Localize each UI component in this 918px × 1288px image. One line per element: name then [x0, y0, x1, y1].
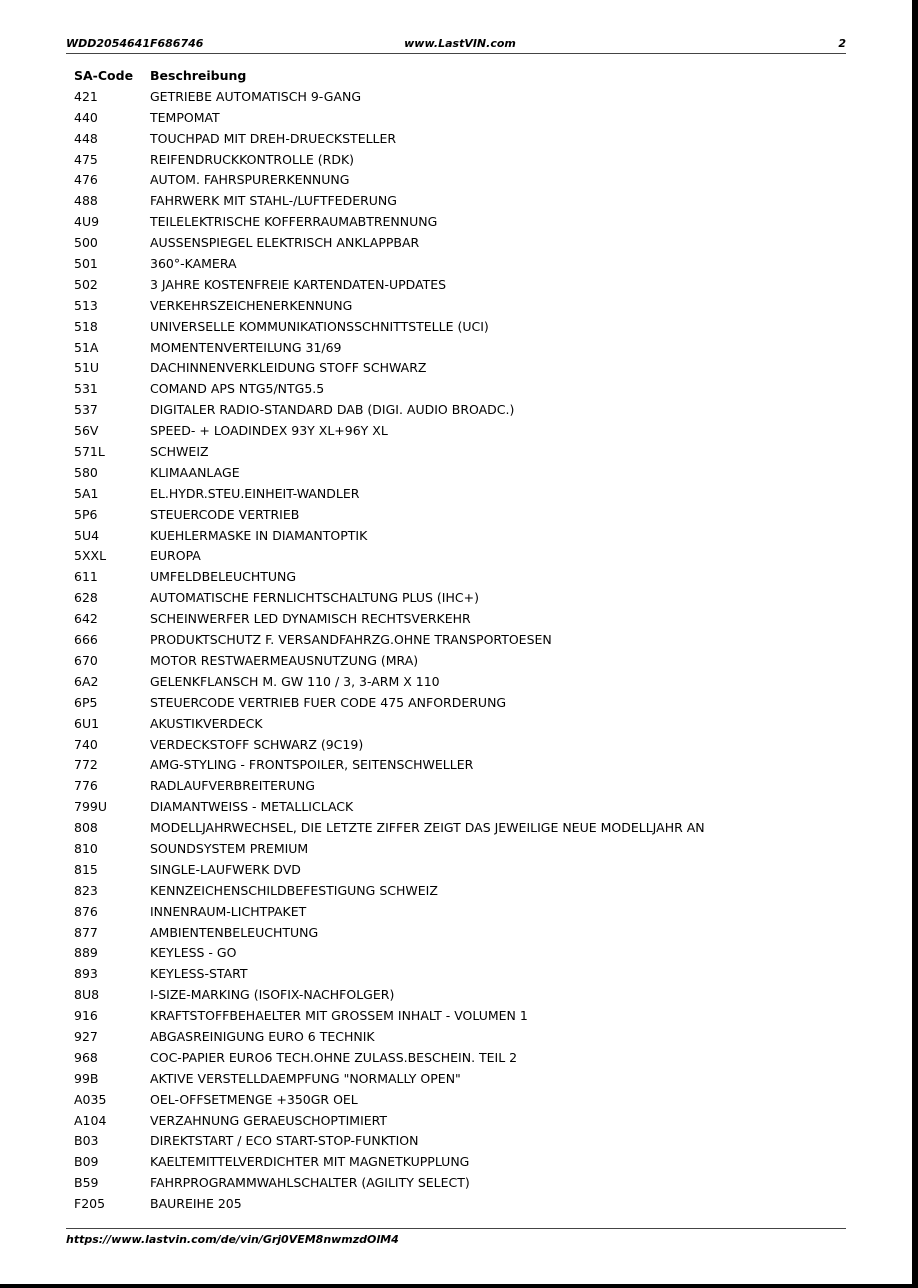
sa-code-cell: 6P5 — [74, 694, 98, 710]
sa-code-cell: 501 — [74, 256, 98, 272]
sa-code-cell: 628 — [74, 590, 98, 606]
description-cell: SOUNDSYSTEM PREMIUM — [150, 840, 309, 856]
description-cell: FAHRWERK MIT STAHL-/LUFTFEDERUNG — [150, 193, 397, 209]
description-cell: DIAMANTWEISS - METALLICLACK — [150, 799, 354, 815]
description-cell: AUTOM. FAHRSPURERKENNUNG — [150, 172, 350, 188]
sa-code-cell: 488 — [74, 193, 98, 209]
description-cell: UNIVERSELLE KOMMUNIKATIONSSCHNITTSTELLE (UCI) — [150, 318, 489, 334]
sa-code-cell: 889 — [74, 945, 98, 961]
description-cell: AMG-STYLING - FRONTSPOILER, SEITENSCHWELLER — [150, 757, 474, 773]
description-cell: TEMPOMAT — [150, 109, 220, 125]
description-cell: INNENRAUM-LICHTPAKET — [150, 903, 307, 919]
sa-code-cell: 51A — [74, 339, 99, 355]
sa-code-cell: 4U9 — [74, 214, 100, 230]
description-cell: ABGASREINIGUNG EURO 6 TECHNIK — [150, 1028, 375, 1044]
sa-code-cell: 8U8 — [74, 987, 100, 1003]
sa-code-cell: 877 — [74, 924, 98, 940]
description-cell: VERKEHRSZEICHENERKENNUNG — [150, 297, 353, 313]
description-cell: EUROPA — [150, 548, 201, 564]
description-cell: AKUSTIKVERDECK — [150, 715, 263, 731]
sa-code-cell: 6A2 — [74, 673, 99, 689]
sa-code-cell: 448 — [74, 130, 98, 146]
sa-code-cell: 440 — [74, 109, 98, 125]
description-cell: MOTOR RESTWAERMEAUSNUTZUNG (MRA) — [150, 652, 419, 668]
sa-code-cell: F205 — [74, 1196, 106, 1212]
sa-code-cell: 5P6 — [74, 506, 98, 522]
description-cell: 360°-KAMERA — [150, 256, 237, 272]
site-name: www.LastVIN.com — [404, 37, 516, 50]
description-cell: GETRIEBE AUTOMATISCH 9-GANG — [150, 88, 362, 104]
description-cell: KENNZEICHENSCHILDBEFESTIGUNG SCHWEIZ — [150, 882, 438, 898]
sa-code-cell: 475 — [74, 151, 98, 167]
sa-code-cell: 580 — [74, 464, 98, 480]
sa-code-cell: A035 — [74, 1091, 107, 1107]
description-cell: FAHRPROGRAMMWAHLSCHALTER (AGILITY SELECT) — [150, 1175, 470, 1191]
description-cell: SINGLE-LAUFWERK DVD — [150, 861, 301, 877]
description-cell: 3 JAHRE KOSTENFREIE KARTENDATEN-UPDATES — [150, 276, 447, 292]
sa-code-cell: 5U4 — [74, 527, 100, 543]
description-cell: KUEHLERMASKE IN DIAMANTOPTIK — [150, 527, 368, 543]
description-cell: DIGITALER RADIO-STANDARD DAB (DIGI. AUDIO BROADC.) — [150, 402, 515, 418]
sa-code-cell: 537 — [74, 402, 98, 418]
page-number: 2 — [838, 37, 846, 50]
sa-code-cell: 927 — [74, 1028, 98, 1044]
sa-code-cell: 531 — [74, 381, 98, 397]
sa-code-cell: 772 — [74, 757, 98, 773]
sa-code-cell: 99B — [74, 1070, 99, 1086]
description-cell: TOUCHPAD MIT DREH-DRUECKSTELLER — [150, 130, 397, 146]
sa-code-cell: 51U — [74, 360, 100, 376]
sa-code-cell: 502 — [74, 276, 98, 292]
sa-code-cell: 893 — [74, 966, 98, 982]
description-cell: MODELLJAHRWECHSEL, DIE LETZTE ZIFFER ZEIGT DAS JEWEILIGE NEUE MODELLJAHR AN — [150, 820, 705, 836]
description-cell: TEILELEKTRISCHE KOFFERRAUMABTRENNUNG — [150, 214, 438, 230]
description-cell: BAUREIHE 205 — [150, 1196, 242, 1212]
sa-code-cell: 666 — [74, 632, 98, 648]
column-header-beschreibung: Beschreibung — [150, 68, 247, 83]
sa-code-cell: 670 — [74, 652, 98, 668]
sa-code-cell: 776 — [74, 778, 98, 794]
sa-code-cell: B09 — [74, 1154, 99, 1170]
sa-code-cell: B03 — [74, 1133, 99, 1149]
sa-code-cell: 642 — [74, 611, 98, 627]
sa-code-cell: 611 — [74, 569, 98, 585]
sa-code-cell: B59 — [74, 1175, 99, 1191]
sa-code-cell: 476 — [74, 172, 98, 188]
sa-code-cell: A104 — [74, 1112, 107, 1128]
description-cell: OEL-OFFSETMENGE +350GR OEL — [150, 1091, 358, 1107]
description-cell: KLIMAANLAGE — [150, 464, 240, 480]
description-cell: GELENKFLANSCH M. GW 110 / 3, 3-ARM X 110 — [150, 673, 440, 689]
description-cell: AUSSENSPIEGEL ELEKTRISCH ANKLAPPBAR — [150, 235, 420, 251]
sa-code-cell: 916 — [74, 1008, 98, 1024]
sa-code-cell: 799U — [74, 799, 108, 815]
sa-code-cell: 518 — [74, 318, 98, 334]
description-cell: KAELTEMITTELVERDICHTER MIT MAGNETKUPPLUNG — [150, 1154, 470, 1170]
sa-code-cell: 808 — [74, 820, 98, 836]
sa-code-cell: 968 — [74, 1049, 98, 1065]
description-cell: AUTOMATISCHE FERNLICHTSCHALTUNG PLUS (IHC+) — [150, 590, 479, 606]
description-cell: COC-PAPIER EURO6 TECH.OHNE ZULASS.BESCHEIN. TEIL 2 — [150, 1049, 518, 1065]
description-cell: REIFENDRUCKKONTROLLE (RDK) — [150, 151, 355, 167]
description-cell: STEUERCODE VERTRIEB FUER CODE 475 ANFORDERUNG — [150, 694, 507, 710]
page-header — [66, 37, 846, 51]
sa-code-cell: 500 — [74, 235, 98, 251]
sa-code-cell: 513 — [74, 297, 98, 313]
sa-code-cell: 740 — [74, 736, 98, 752]
sa-code-cell: 6U1 — [74, 715, 100, 731]
description-cell: KEYLESS-START — [150, 966, 248, 982]
vin-number: WDD2054641F686746 — [66, 37, 204, 50]
description-cell: VERDECKSTOFF SCHWARZ (9C19) — [150, 736, 364, 752]
sa-code-cell: 876 — [74, 903, 98, 919]
description-cell: UMFELDBELEUCHTUNG — [150, 569, 297, 585]
sa-code-cell: 421 — [74, 88, 98, 104]
description-cell: COMAND APS NTG5/NTG5.5 — [150, 381, 325, 397]
description-cell: AKTIVE VERSTELLDAEMPFUNG "NORMALLY OPEN" — [150, 1070, 461, 1086]
description-cell: I-SIZE-MARKING (ISOFIX-NACHFOLGER) — [150, 987, 395, 1003]
description-cell: KRAFTSTOFFBEHAELTER MIT GROSSEM INHALT - VOLUMEN 1 — [150, 1008, 528, 1024]
description-cell: SCHWEIZ — [150, 444, 209, 460]
description-cell: KEYLESS - GO — [150, 945, 237, 961]
description-cell: RADLAUFVERBREITERUNG — [150, 778, 315, 794]
description-cell: SPEED- + LOADINDEX 93Y XL+96Y XL — [150, 423, 388, 439]
description-cell: PRODUKTSCHUTZ F. VERSANDFAHRZG.OHNE TRANSPORTOESEN — [150, 632, 552, 648]
sa-code-cell: 823 — [74, 882, 98, 898]
description-cell: DIREKTSTART / ECO START-STOP-FUNKTION — [150, 1133, 419, 1149]
description-cell: AMBIENTENBELEUCHTUNG — [150, 924, 319, 940]
sa-code-cell: 56V — [74, 423, 99, 439]
sa-code-cell: 5XXL — [74, 548, 107, 564]
sa-code-cell: 815 — [74, 861, 98, 877]
sa-code-cell: 571L — [74, 444, 105, 460]
header-divider — [66, 53, 846, 54]
description-cell: DACHINNENVERKLEIDUNG STOFF SCHWARZ — [150, 360, 427, 376]
description-cell: STEUERCODE VERTRIEB — [150, 506, 300, 522]
description-cell: EL.HYDR.STEU.EINHEIT-WANDLER — [150, 485, 360, 501]
sa-code-cell: 810 — [74, 840, 98, 856]
description-cell: VERZAHNUNG GERAEUSCHOPTIMIERT — [150, 1112, 388, 1128]
description-cell: MOMENTENVERTEILUNG 31/69 — [150, 339, 342, 355]
description-cell: SCHEINWERFER LED DYNAMISCH RECHTSVERKEHR — [150, 611, 471, 627]
column-header-sa-code: SA-Code — [74, 68, 134, 83]
footer-divider — [66, 1228, 846, 1229]
sa-code-cell: 5A1 — [74, 485, 99, 501]
footer-url: https://www.lastvin.com/de/vin/Grj0VEM8nwmzdOlM4 — [66, 1233, 399, 1246]
